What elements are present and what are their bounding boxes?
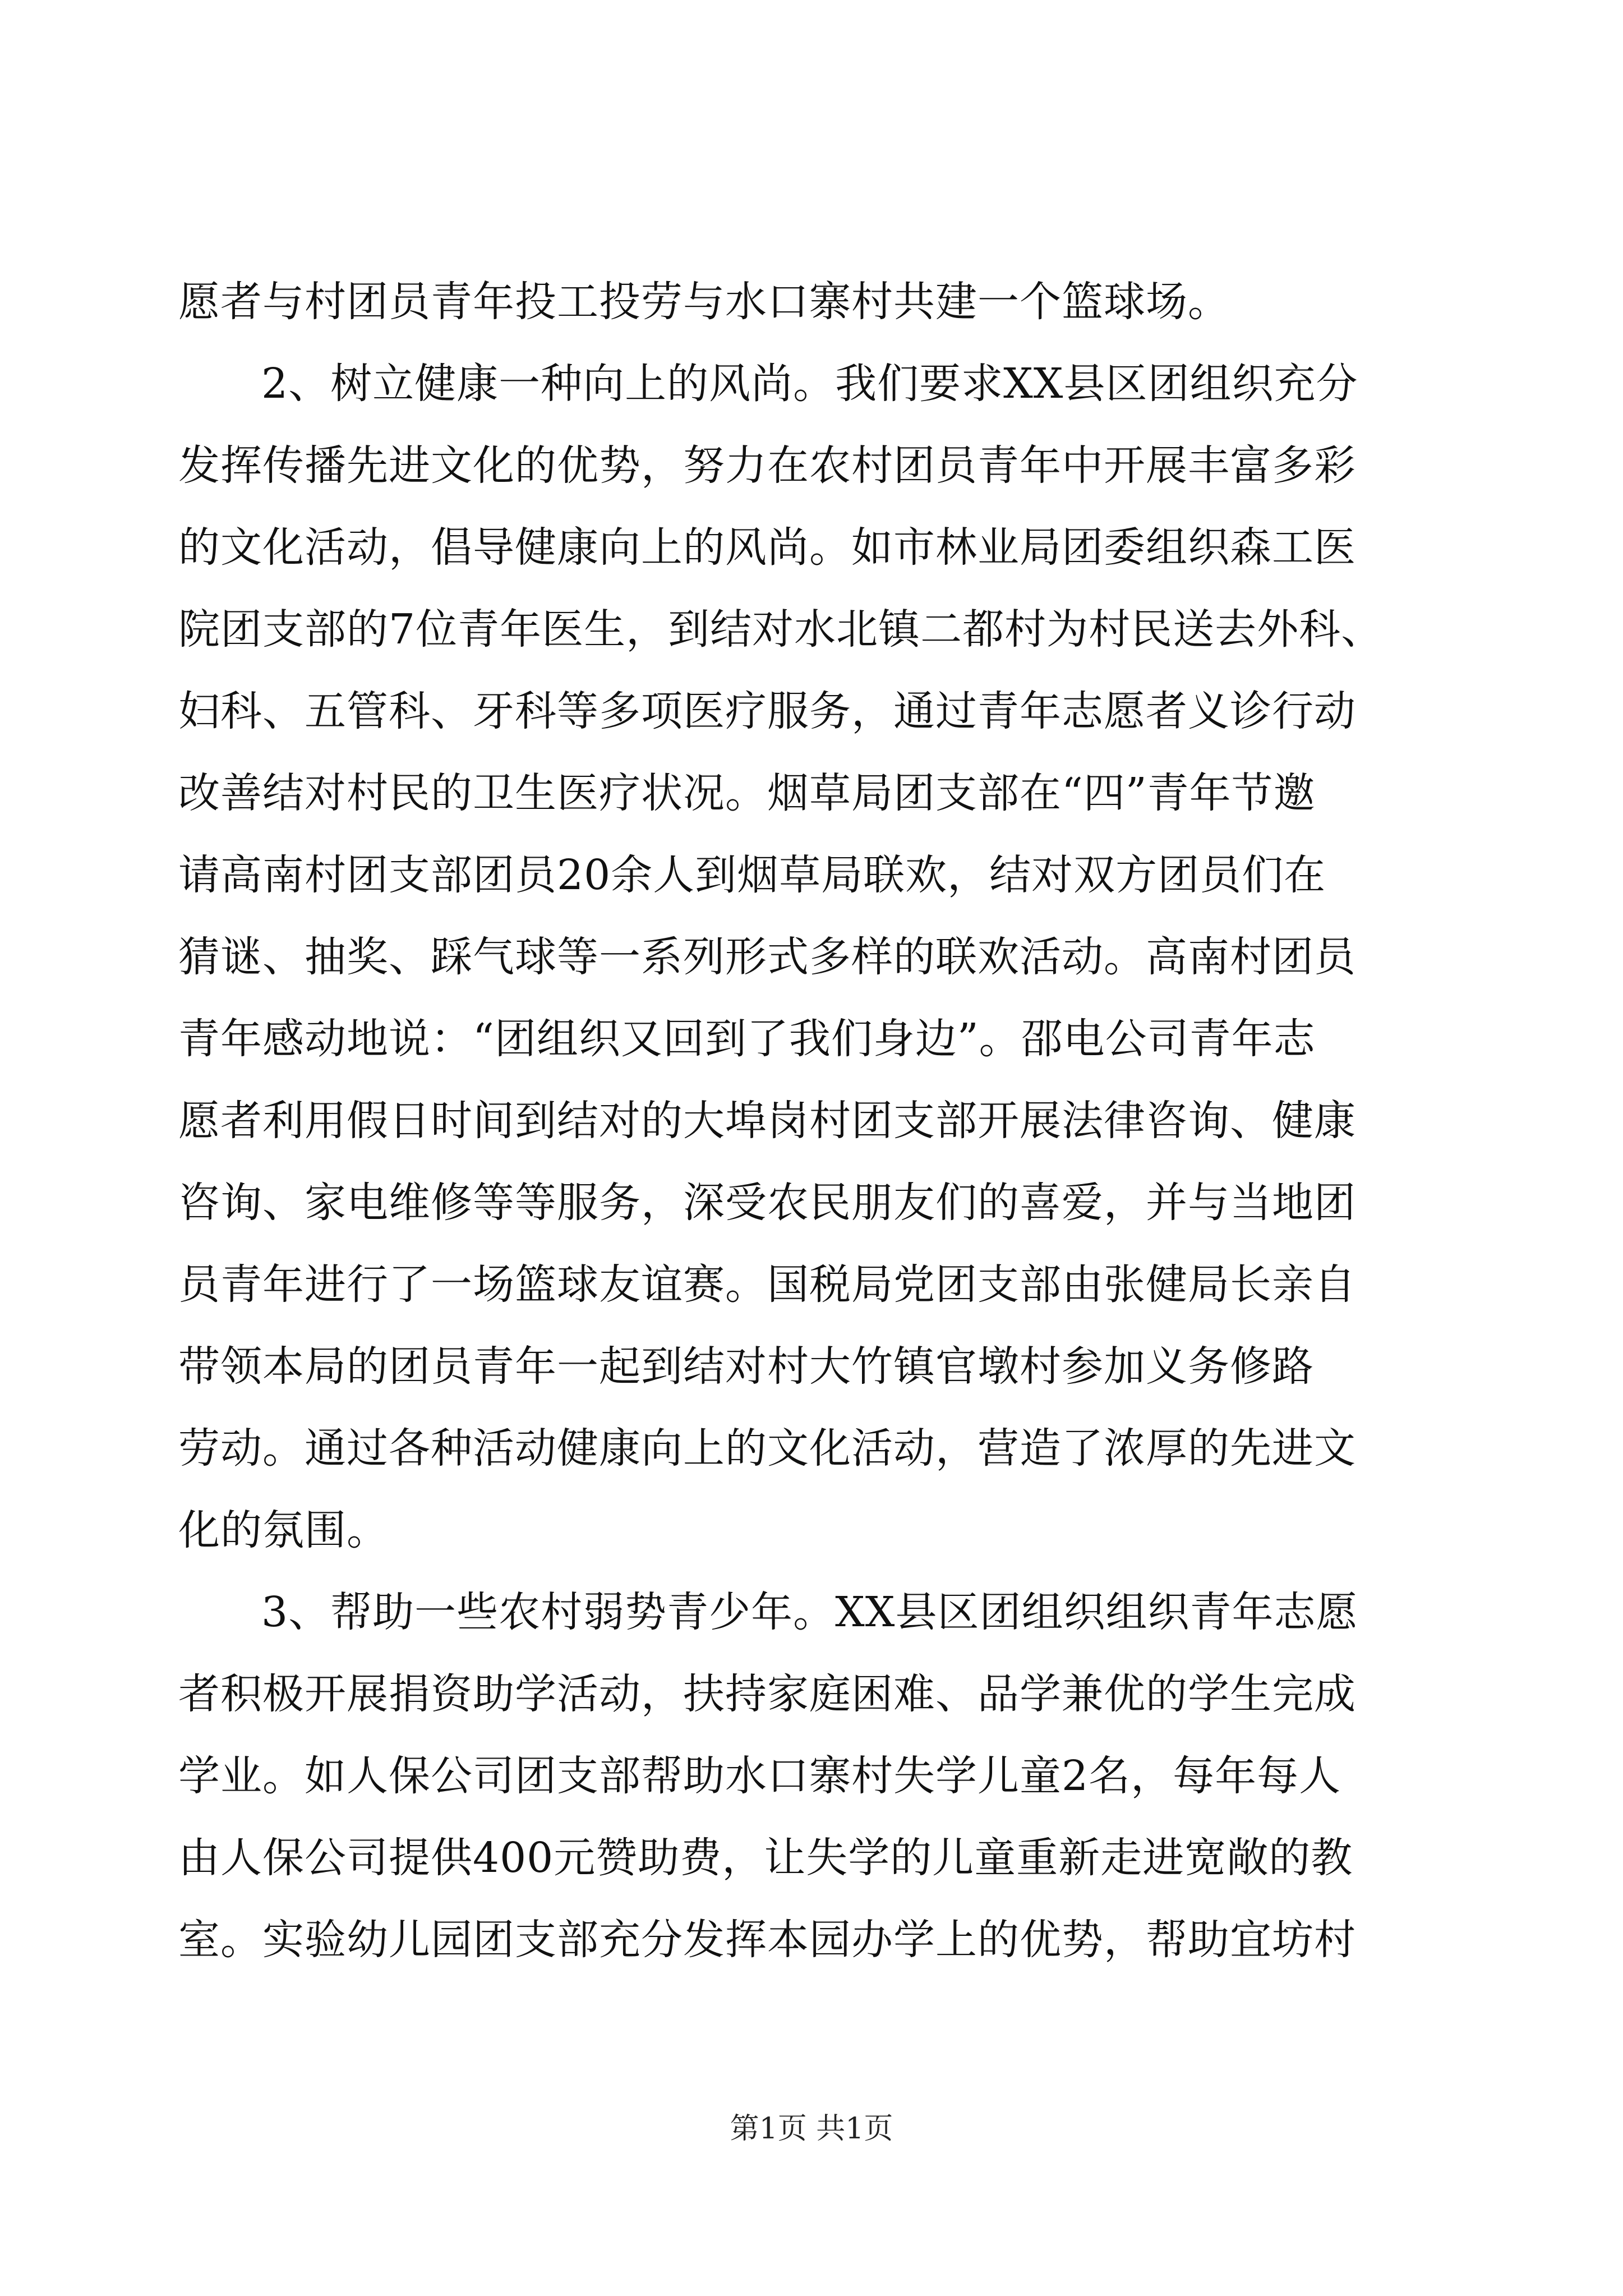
text-line: 室。实验幼儿园团支部充分发挥本园办学上的优势，帮助宜坊村 <box>178 1916 1356 1964</box>
text-line: 学业。如人保公司团支部帮助水口寨村失学儿童2名，每年每人 <box>178 1752 1341 1800</box>
text-line: 带领本局的团员青年一起到结对村大竹镇官墩村参加义务修路 <box>178 1342 1314 1391</box>
text-line: 员青年进行了一场篮球友谊赛。国税局党团支部由张健局长亲自 <box>178 1260 1356 1309</box>
text-line: 青年感动地说：“团组织又回到了我们身边”。邵电公司青年志 <box>178 1015 1316 1063</box>
text-line: 愿者利用假日时间到结对的大埠岗村团支部开展法律咨询、健康 <box>178 1097 1356 1145</box>
text-line-paragraph-start: 3、帮助一些农村弱势青少年。XX县区团组织组织青年志愿 <box>261 1588 1358 1636</box>
text-line: 咨询、家电维修等等服务，深受农民朋友们的喜爱，并与当地团 <box>178 1179 1356 1227</box>
text-line: 猜谜、抽奖、踩气球等一系列形式多样的联欢活动。高南村团员 <box>178 933 1356 981</box>
text-line: 的文化活动，倡导健康向上的风尚。如市林业局团委组织森工医 <box>178 523 1356 572</box>
page-footer <box>0 2109 1623 2148</box>
text-line-paragraph-start: 2、树立健康一种向上的风尚。我们要求XX县区团组织充分 <box>261 360 1358 408</box>
text-line: 愿者与村团员青年投工投劳与水口寨村共建一个篮球场。 <box>178 278 1230 326</box>
text-line: 妇科、五管科、牙科等多项医疗服务，通过青年志愿者义诊行动 <box>178 687 1356 735</box>
body-text <box>178 261 1423 1981</box>
text-line: 院团支部的7位青年医生，到结对水北镇二都村为村民送去外科、 <box>178 605 1384 654</box>
text-line: 者积极开展捐资助学活动，扶持家庭困难、品学兼优的学生完成 <box>178 1670 1356 1718</box>
text-line: 发挥传播先进文化的优势，努力在农村团员青年中开展丰富多彩 <box>178 441 1356 490</box>
text-line: 化的氛围。 <box>178 1506 389 1554</box>
text-line: 改善结对村民的卫生医疗状况。烟草局团支部在“四”青年节邀 <box>178 769 1316 817</box>
text-line: 劳动。通过各种活动健康向上的文化活动，营造了浓厚的先进文 <box>178 1424 1356 1473</box>
text-line: 由人保公司提供400元赞助费，让失学的儿童重新走进宽敞的教 <box>178 1834 1353 1882</box>
text-line: 请高南村团支部团员20余人到烟草局联欢，结对双方团员们在 <box>178 851 1326 899</box>
page-number-label: 第1页 共1页 <box>730 2112 893 2146</box>
